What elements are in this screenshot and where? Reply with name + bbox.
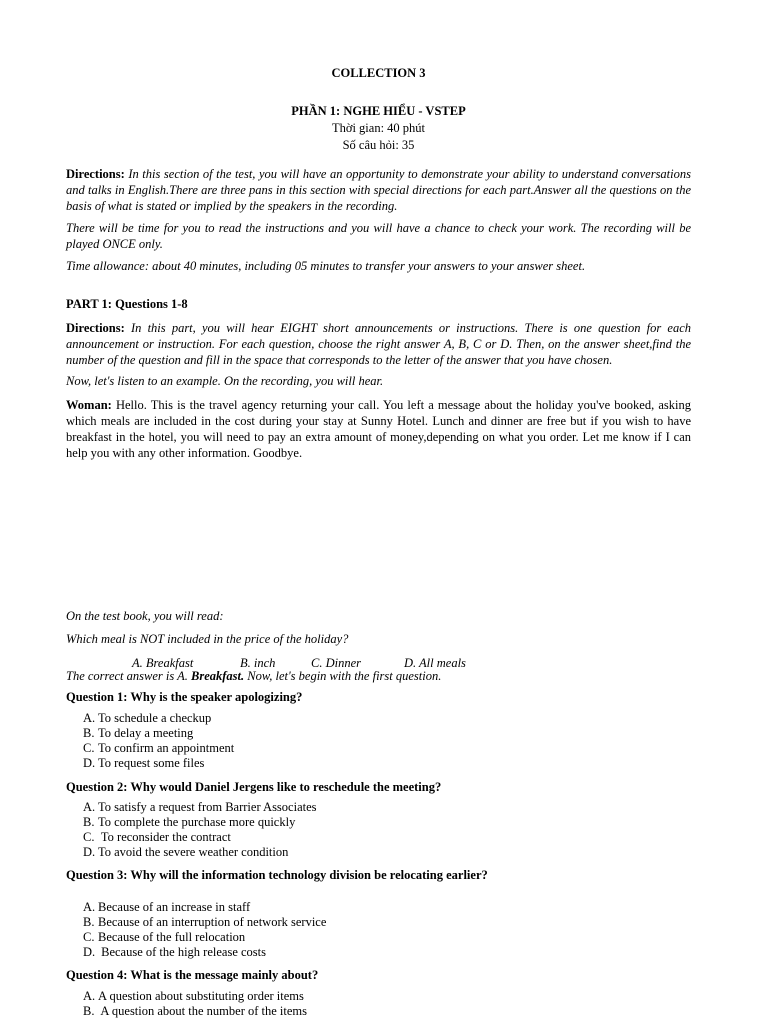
option-text: To avoid the severe weather condition (98, 845, 289, 859)
directions-label: Directions: (66, 167, 125, 181)
option-key: B. (83, 726, 95, 740)
question-3-options (83, 900, 326, 960)
header-block (66, 103, 691, 154)
option-text: Because of the high release costs (98, 945, 266, 959)
question-1-label: Question 1: Why is the speaker apologizing? (66, 690, 303, 704)
part-header: PHẦN 1: NGHE HIỂU - VSTEP (291, 104, 466, 118)
directions-text: In this section of the test, you will have an opportunity to demonstrate your ability to understand conversations and talks in English.There are three pans in this section with special directions for each part.Answer all the questions on the basis of what is stated or implied by the speakers in the recording. (66, 167, 691, 213)
example-answer-bold: Breakfast. (191, 669, 245, 683)
part1-heading: PART 1: Questions 1-8 (66, 297, 188, 311)
option-key: A. (83, 900, 96, 914)
example-answer-prefix: The correct answer is A. (66, 669, 191, 683)
option-text: To confirm an appointment (98, 741, 235, 755)
option-text: Because of an interruption of network service (98, 915, 327, 929)
count-line: Số câu hỏi: 35 (342, 138, 415, 152)
option[interactable] (83, 830, 317, 845)
option-text: To delay a meeting (98, 726, 194, 740)
option-key: B. (83, 915, 95, 929)
collection-title: COLLECTION 3 (331, 66, 426, 80)
example-option-d: D. All meals (404, 656, 466, 670)
option[interactable] (83, 945, 326, 960)
option-key: D. (83, 756, 96, 770)
question-3-label: Question 3: Why will the information technology division be relocating earlier? (66, 868, 488, 882)
option-text: Because of an increase in staff (98, 900, 251, 914)
question-4-options (83, 989, 307, 1019)
option[interactable] (83, 815, 317, 830)
example-option-a: A. Breakfast (132, 656, 194, 670)
directions-paragraph (66, 166, 691, 214)
option-key: A. (83, 711, 96, 725)
directions-para3: Time allowance: about 40 minutes, including 05 minutes to transfer your answers to your answer sheet. (66, 259, 586, 273)
option-text: A question about substituting order items (98, 989, 304, 1003)
part1-directions-label: Directions: (66, 321, 125, 335)
woman-paragraph (66, 397, 691, 461)
question-1-options (83, 711, 234, 771)
option[interactable] (83, 915, 326, 930)
example-intro: Now, let's listen to an example. On the recording, you will hear. (66, 374, 384, 388)
part1-directions-text: In this part, you will hear EIGHT short announcements or instructions. There is one question for each announcement or instruction. For each question, choose the right answer A, B, C or D. Then, on the answer sheet,find the number of the question and fill in the space that corresponds to the letter of the answer that you have chosen. (66, 321, 691, 367)
option-key: C. (83, 930, 95, 944)
question-2-label: Question 2: Why would Daniel Jergens like to reschedule the meeting? (66, 780, 442, 794)
option-key: D. (83, 945, 96, 959)
option-key: D. (83, 845, 96, 859)
woman-text: Hello. This is the travel agency returning your call. You left a message about the holiday you've booked, asking which meals are included in the cost during your stay at Sunny Hotel. Lunch and dinner are free but if you wish to have breakfast in the hotel, you will need to pay an extra amount of money,depending on what you order. Let me know if I can help you with any other information. Goodbye. (66, 398, 691, 460)
question-2-options (83, 800, 317, 860)
directions-para2: There will be time for you to read the instructions and you will have a chance to check your work. The recording will be played ONCE only. (66, 221, 691, 251)
option[interactable] (83, 930, 326, 945)
option-key: A. (83, 989, 96, 1003)
option[interactable] (83, 741, 234, 756)
option[interactable] (83, 1004, 307, 1019)
example-question: Which meal is NOT included in the price of the holiday? (66, 632, 349, 646)
option-text: To reconsider the contract (98, 830, 231, 844)
option-text: To satisfy a request from Barrier Associates (98, 800, 317, 814)
part1-directions (66, 320, 691, 368)
example-option-b: B. inch (240, 656, 276, 670)
option-key: C. (83, 741, 95, 755)
option-text: To request some files (98, 756, 205, 770)
option-key: B. (83, 815, 95, 829)
example-read-line: On the test book, you will read: (66, 609, 224, 623)
option-text: To complete the purchase more quickly (98, 815, 296, 829)
option[interactable] (83, 756, 234, 771)
option-key: C. (83, 830, 95, 844)
option-key: A. (83, 800, 96, 814)
option-text: Because of the full relocation (98, 930, 246, 944)
question-4-label: Question 4: What is the message mainly about? (66, 968, 319, 982)
example-answer-suffix: Now, let's begin with the first question. (244, 669, 442, 683)
woman-label: Woman: (66, 398, 112, 412)
option-text: To schedule a checkup (98, 711, 212, 725)
option[interactable] (83, 845, 317, 860)
option[interactable] (83, 900, 326, 915)
option-key: B. (83, 1004, 95, 1018)
time-line: Thời gian: 40 phút (331, 121, 426, 135)
option-text: A question about the number of the items (98, 1004, 307, 1018)
option[interactable] (83, 800, 317, 815)
option[interactable] (83, 726, 234, 741)
option[interactable] (83, 989, 307, 1004)
example-option-c: C. Dinner (311, 656, 361, 670)
option[interactable] (83, 711, 234, 726)
